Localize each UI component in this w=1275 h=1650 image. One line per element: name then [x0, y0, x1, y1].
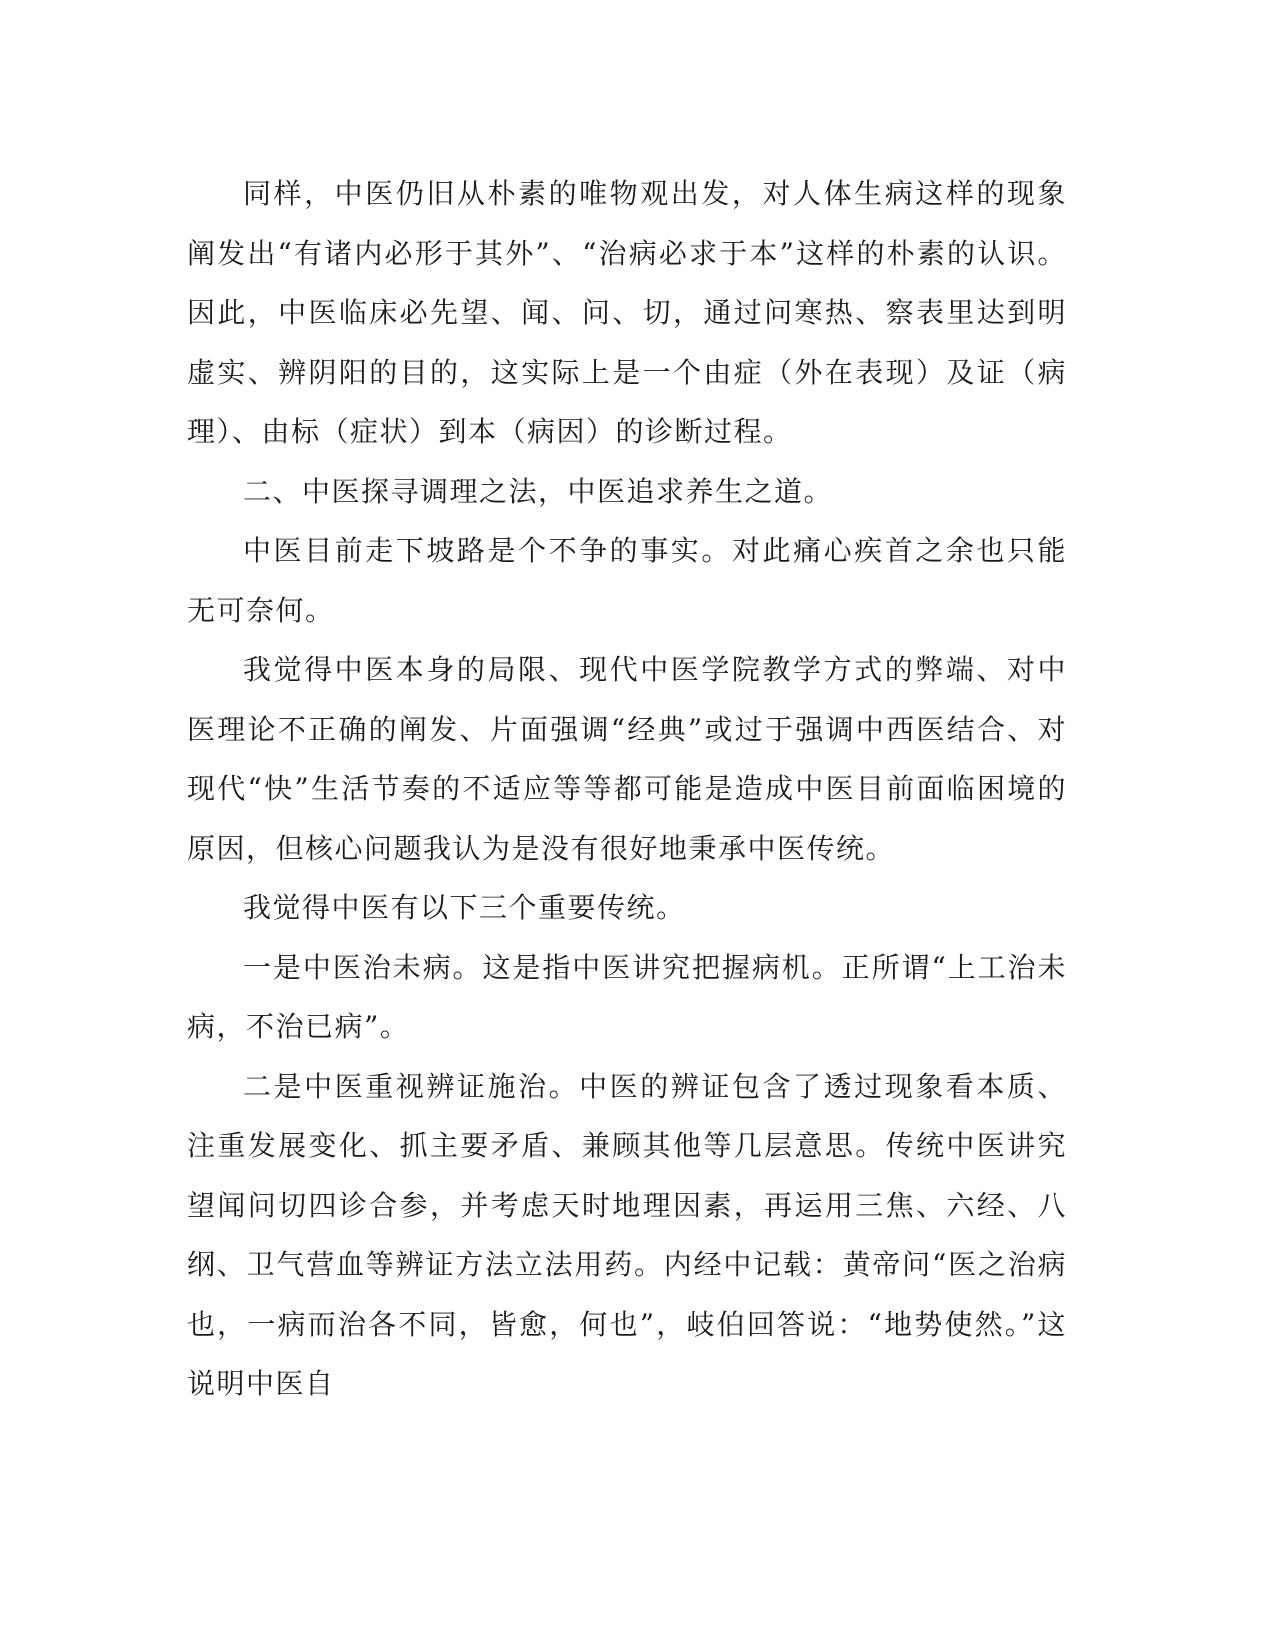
paragraph-three-traditions: 我觉得中医有以下三个重要传统。 [243, 891, 686, 924]
paragraph-decline: 中医目前走下坡路是个不争的事实。对此痛心疾首之余也只能无可奈何。 [187, 534, 1067, 627]
paragraph-causes: 我觉得中医本身的局限、现代中医学院教学方式的弊端、对中医理论不正确的阐发、片面强调“经典”或过于强调中西医结合、对现代“快”生活节奏的不适应等等都可能是造成中医目前面临困境的原因，但核心问题我认为是没有很好地秉承中医传统。 [187, 653, 1067, 865]
paragraph-tradition-one: 一是中医治未病。这是指中医讲究把握病机。正所谓“上工治未病，不治已病”。 [187, 950, 1067, 1043]
section-heading-two: 二、中医探寻调理之法，中医追求养生之道。 [243, 474, 834, 508]
body-text [187, 164, 1067, 1414]
paragraph-observation-diagnosis: 同样，中医仍旧从朴素的唯物观出发，对人体生病这样的现象阐发出“有诸内必形于其外”、“治病必求于本”这样的朴素的认识。因此，中医临床必先望、闻、问、切，通过问寒热、察表里达到明虚实、辨阴阳的目的，这实际上是一个由症（外在表现）及证（病理）、由标（症状）到本（病因）的诊断过程。 [187, 177, 1067, 448]
paragraph-tradition-two: 二是中医重视辨证施治。中医的辨证包含了透过现象看本质、注重发展变化、抓主要矛盾、兼顾其他等几层意思。传统中医讲究望闻问切四诊合参，并考虑天时地理因素，再运用三焦、六经、八纲、卫气营血等辨证方法立法用药。内经中记载：黄帝问“医之治病也，一病而治各不同，皆愈，何也”，岐伯回答说：“地势使然。”这说明中医自 [187, 1069, 1067, 1400]
